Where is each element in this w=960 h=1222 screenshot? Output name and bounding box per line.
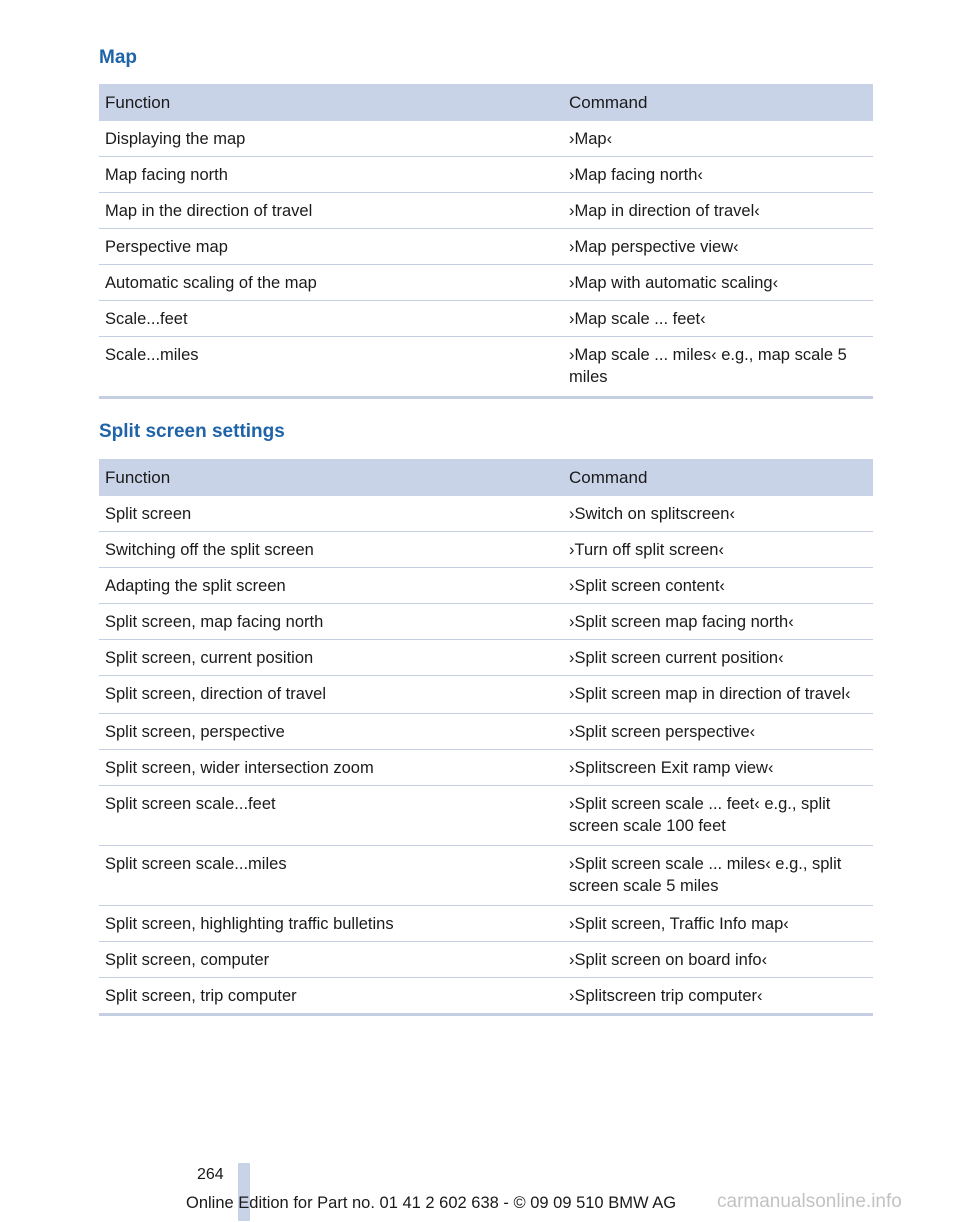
command-cell: ›Split screen on board info‹	[563, 942, 873, 978]
function-cell: Perspective map	[99, 229, 563, 265]
table-row	[99, 714, 873, 750]
edition-note: Online Edition for Part no. 01 41 2 602 638 - © 09 09 510 BMW AG	[186, 1194, 677, 1212]
command-cell: ›Map‹	[563, 121, 873, 157]
column-header-function: Function	[105, 467, 171, 487]
function-cell: Map facing north	[99, 157, 563, 193]
command-cell: ›Split screen perspective‹	[563, 714, 873, 750]
table-row	[99, 942, 873, 978]
column-header-command: Command	[569, 467, 648, 487]
command-cell: ›Map facing north‹	[563, 157, 873, 193]
command-cell: ›Map in direction of travel‹	[563, 193, 873, 229]
function-cell: Split screen, map facing north	[99, 604, 563, 640]
table-row	[99, 229, 873, 265]
command-cell: ›Map scale ... feet‹	[563, 301, 873, 337]
function-cell: Automatic scaling of the map	[99, 265, 563, 301]
table-row	[99, 121, 873, 157]
command-cell: ›Splitscreen Exit ramp view‹	[563, 750, 873, 786]
command-cell: ›Splitscreen trip computer‹	[563, 978, 873, 1015]
function-cell: Split screen, computer	[99, 942, 563, 978]
function-cell: Map in the direction of travel	[99, 193, 563, 229]
command-cell: ›Split screen content‹	[563, 568, 873, 604]
function-cell: Split screen, current position	[99, 640, 563, 676]
function-cell: Adapting the split screen	[99, 568, 563, 604]
function-cell: Split screen scale...feet	[99, 786, 563, 846]
command-cell: ›Split screen scale ... feet‹ e.g., split screen scale 100 feet	[563, 786, 873, 846]
table-row	[99, 640, 873, 676]
command-cell: ›Split screen scale ... miles‹ e.g., split screen scale 5 miles	[563, 846, 873, 906]
function-cell: Split screen, perspective	[99, 714, 563, 750]
function-cell: Split screen, highlighting traffic bulletins	[99, 906, 563, 942]
command-cell: ›Split screen, Traffic Info map‹	[563, 906, 873, 942]
command-cell: ›Split screen map facing north‹	[563, 604, 873, 640]
function-cell: Split screen, direction of travel	[99, 676, 563, 714]
map-section-title: Map	[99, 47, 137, 68]
split-screen-section	[99, 421, 873, 1016]
table-header-row	[99, 84, 873, 121]
command-cell: ›Turn off split screen‹	[563, 532, 873, 568]
command-cell: ›Switch on splitscreen‹	[563, 496, 873, 532]
function-cell: Scale...miles	[99, 337, 563, 398]
split-screen-table	[99, 459, 873, 1016]
table-row	[99, 604, 873, 640]
command-cell: ›Map with automatic scaling‹	[563, 265, 873, 301]
table-header-row	[99, 459, 873, 496]
command-cell: ›Split screen map in direction of travel‹	[563, 676, 873, 714]
table-row	[99, 193, 873, 229]
split-screen-section-title: Split screen settings	[99, 421, 285, 442]
table-row	[99, 906, 873, 942]
column-header-command: Command	[569, 92, 648, 112]
function-cell: Split screen scale...miles	[99, 846, 563, 906]
table-row	[99, 786, 873, 846]
table-row	[99, 846, 873, 906]
map-section	[99, 47, 873, 399]
command-cell: ›Split screen current position‹	[563, 640, 873, 676]
command-cell: ›Map scale ... miles‹ e.g., map scale 5 miles	[563, 337, 873, 398]
table-row	[99, 676, 873, 714]
function-cell: Scale...feet	[99, 301, 563, 337]
command-cell: ›Map perspective view‹	[563, 229, 873, 265]
function-cell: Switching off the split screen	[99, 532, 563, 568]
function-cell: Split screen, trip computer	[99, 978, 563, 1015]
side-chapter-title	[0, 0, 84, 870]
page-number: 264	[197, 1166, 224, 1183]
table-row	[99, 265, 873, 301]
table-row	[99, 337, 873, 398]
table-row	[99, 978, 873, 1015]
watermark-text: carmanualsonline.info	[717, 1191, 902, 1212]
function-cell: Split screen	[99, 496, 563, 532]
function-cell: Split screen, wider intersection zoom	[99, 750, 563, 786]
table-row	[99, 301, 873, 337]
table-row	[99, 157, 873, 193]
table-row	[99, 750, 873, 786]
map-table	[99, 84, 873, 399]
column-header-function: Function	[105, 92, 171, 112]
table-row	[99, 568, 873, 604]
table-row	[99, 496, 873, 532]
table-row	[99, 532, 873, 568]
function-cell: Displaying the map	[99, 121, 563, 157]
